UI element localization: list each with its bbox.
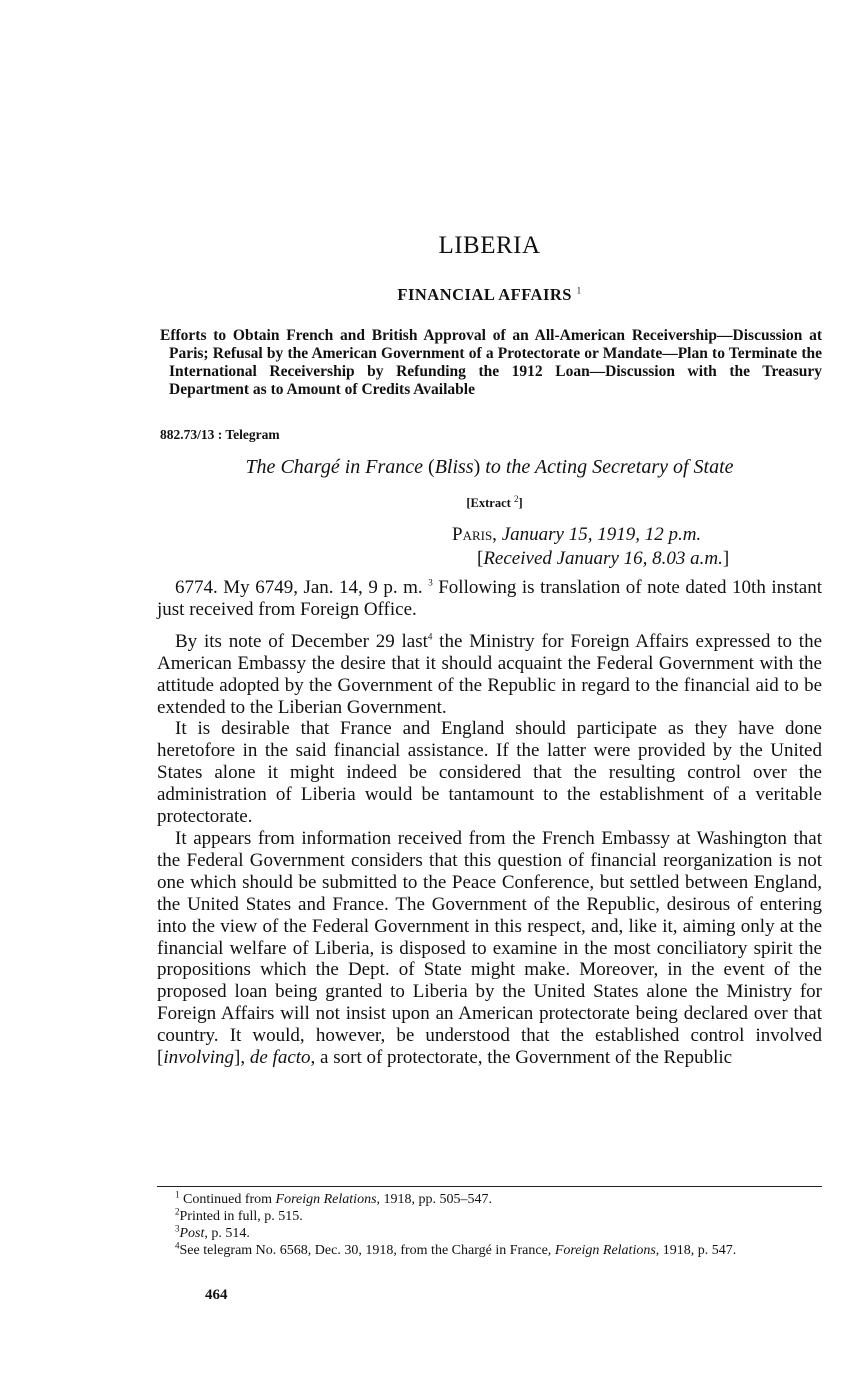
document-page <box>157 0 822 1380</box>
p4-text-a: It appears from information received from the French Embassy at Washington that the Federal Government considers that this question of financial reorganization is not one which should be submitted to the Peace Conference, but settled between England, the United States and France. The Government of the Republic, desirous of entering into the view of the Federal Government in this respect, and, like it, aiming only at the financial welfare of Liberia, is disposed to examine in the most conciliatory spirit the propositions which the Dept. of State might make. Moreover, in the event of the proposed loan being granted to Liberia by the United States alone the Ministry for Foreign Affairs will not insist upon an American protectorate being declared over that country. It would, however, be understood that the established control involved [ <box>157 827 822 1069</box>
paragraph-1 <box>157 577 822 621</box>
footnote-4 <box>157 1242 822 1259</box>
section-subtitle <box>157 285 822 305</box>
extract-text: [Extract <box>466 496 511 510</box>
p2-text-a: By its note of December 29 last <box>175 630 428 652</box>
paragraph-2 <box>157 631 822 719</box>
extract-close: ] <box>518 496 523 510</box>
footnote-3 <box>157 1225 822 1242</box>
received-text: Received January 16, 8.03 a.m. <box>483 548 723 569</box>
doc-title-paren-open: ( <box>428 456 435 478</box>
file-number: 882.73/13 : Telegram <box>160 427 280 442</box>
footnote-text-end: , 1918, pp. 505–547. <box>376 1192 493 1207</box>
footnote-text-end: , p. 514. <box>204 1226 250 1241</box>
page-title: LIBERIA <box>438 232 541 259</box>
page-number: 464 <box>205 1287 228 1303</box>
footnote-text: Continued from <box>179 1192 276 1207</box>
subtitle-text: FINANCIAL AFFAIRS <box>397 285 572 304</box>
p1-text-a: 6774. My 6749, Jan. 14, 9 p. m. <box>175 577 423 598</box>
footnote-italic: Post <box>179 1226 205 1241</box>
received-close: ] <box>722 548 730 569</box>
p4-text-c: , a sort of protectorate, the Government of the Republic <box>310 1047 733 1069</box>
footnote-ref-2: 2 <box>513 493 519 504</box>
footnote-text: See telegram No. 6568, Dec. 30, 1918, from the Chargé in France, <box>179 1243 555 1258</box>
footnotes <box>157 1191 822 1259</box>
footnote-1 <box>157 1191 822 1208</box>
p4-text-b: ], <box>234 1047 250 1069</box>
received-line <box>477 548 729 570</box>
footnote-num: 2 <box>175 1206 180 1217</box>
footnote-italic: Foreign Relations <box>275 1192 377 1207</box>
footnote-2 <box>157 1208 822 1225</box>
doc-title-part2: to the Acting Secretary of State <box>485 456 734 478</box>
doc-title-part1: The Chargé in France <box>245 456 424 478</box>
paragraph-3: It is desirable that France and England should participate as they have done heretofore in the said financial assistance. If the latter were provided by the United States alone it might indeed be considered that the resulting control over the administration of Liberia would be tantamount to the establishment of a veritable protectorate. <box>157 718 822 828</box>
extract-label <box>157 493 822 511</box>
dateline <box>452 522 701 548</box>
document-title <box>157 456 822 479</box>
p2-text-b: the Ministry for Foreign Affairs expressed to the American Embassy the desire that it should acquaint the Federal Government with the attitude adopted by the Government of the Republic in regard to the financial aid to be extended to the Liberian Government. <box>157 630 823 718</box>
footnote-num: 1 <box>175 1189 180 1200</box>
footnote-divider <box>157 1186 822 1187</box>
p4-de-facto: de facto <box>249 1047 311 1069</box>
footnote-text-end: , 1918, p. 547. <box>655 1243 737 1258</box>
footnote-italic: Foreign Relations <box>554 1243 656 1258</box>
footnote-ref-3: 3 <box>428 577 433 588</box>
doc-title-name: Bliss <box>434 456 474 478</box>
dateline-place: Paris, <box>452 524 497 545</box>
footnote-num: 4 <box>175 1240 180 1251</box>
paragraph-4 <box>157 828 822 1069</box>
footnote-ref-1: 1 <box>576 285 582 296</box>
footnote-text: Printed in full, p. 515. <box>179 1209 303 1224</box>
received-open: [ <box>477 548 484 569</box>
telegram-body <box>157 577 822 1069</box>
p4-involving: involving <box>163 1047 235 1069</box>
footnote-num: 3 <box>175 1223 180 1234</box>
p1-text-b: Following is translation of note dated 10th instant just received from Foreign Office. <box>157 577 823 620</box>
footnote-ref-4: 4 <box>427 631 433 642</box>
dateline-date: January 15, 1919, 12 p.m. <box>501 524 702 545</box>
section-heading: Efforts to Obtain French and British Approval of an All-American Receivership—Discussion at Paris; Refusal by the American Government of a Protectorate or Mandate—Plan to Terminate the International Receivership by Refunding the 1912 Loan—Discussion with the Treasury Department as to Amount of Credits Available <box>160 327 822 398</box>
doc-title-paren-close: ) <box>473 456 481 478</box>
